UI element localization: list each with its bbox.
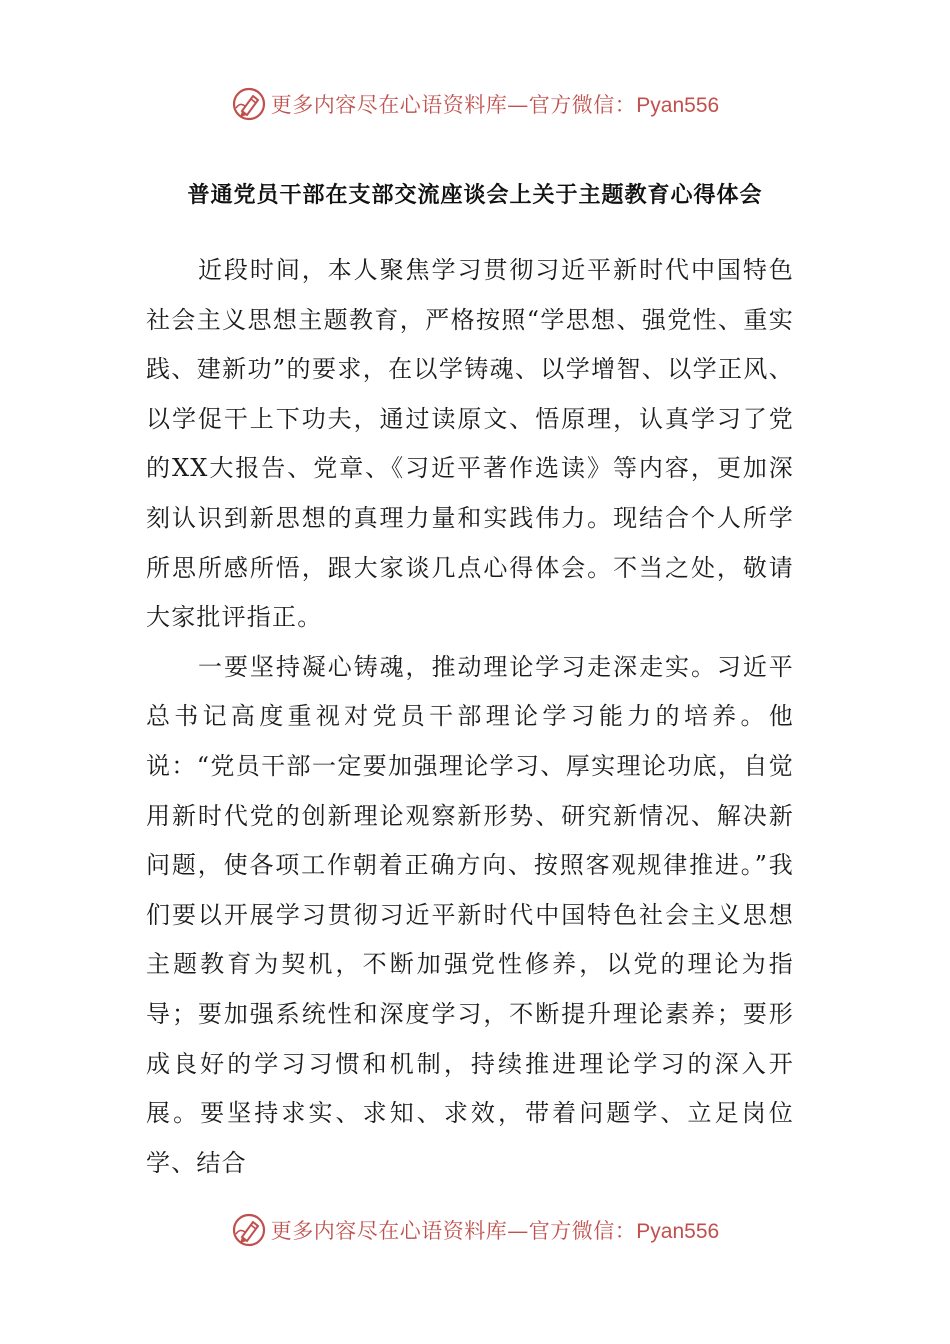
paragraph-intro: 近段时间，本人聚焦学习贯彻习近平新时代中国特色社会主义思想主题教育，严格按照“学思想、强党性、重实践、建新功”的要求，在以学铸魂、以学增智、以学正风、以学促干上下功夫，通过读原文、悟原理，认真学习了党的XX大报告、党章、《习近平著作选读》等内容，更加深刻认识到新思想的真理力量和实践伟力。现结合个人所学所思所感所悟，跟大家谈几点心得体会。不当之处，敬请大家批评指正。 bbox=[146, 256, 794, 632]
pen-nib-icon bbox=[231, 1212, 267, 1248]
header-banner bbox=[0, 84, 950, 124]
footer-banner-text bbox=[271, 1215, 719, 1245]
footer-banner bbox=[0, 1210, 950, 1250]
pen-nib-icon bbox=[231, 86, 267, 122]
header-wechat-id: Pyan556 bbox=[636, 94, 720, 117]
footer-banner-label: 更多内容尽在心语资料库—官方微信： bbox=[270, 1219, 637, 1243]
document-body bbox=[146, 246, 794, 1188]
header-banner-label: 更多内容尽在心语资料库—官方微信： bbox=[270, 93, 637, 117]
header-banner-text bbox=[271, 89, 719, 119]
footer-wechat-id: Pyan556 bbox=[636, 1220, 720, 1243]
document-title: 普通党员干部在支部交流座谈会上关于主题教育心得体会 bbox=[187, 182, 763, 208]
paragraph-point-one: 一要坚持凝心铸魂，推动理论学习走深走实。习近平总书记高度重视对党员干部理论学习能力的培养。他说：“党员干部一定要加强理论学习、厚实理论功底，自觉用新时代党的创新理论观察新形势、研究新情况、解决新问题，使各项工作朝着正确方向、按照客观规律推进。”我们要以开展学习贯彻习近平新时代中国特色社会主义思想主题教育为契机，不断加强党性修养，以党的理论为指导；要加强系统性和深度学习，不断提升理论素养；要形成良好的学习习惯和机制，持续推进理论学习的深入开展。要坚持求实、求知、求效，带着问题学、立足岗位学、结合 bbox=[146, 652, 794, 1177]
